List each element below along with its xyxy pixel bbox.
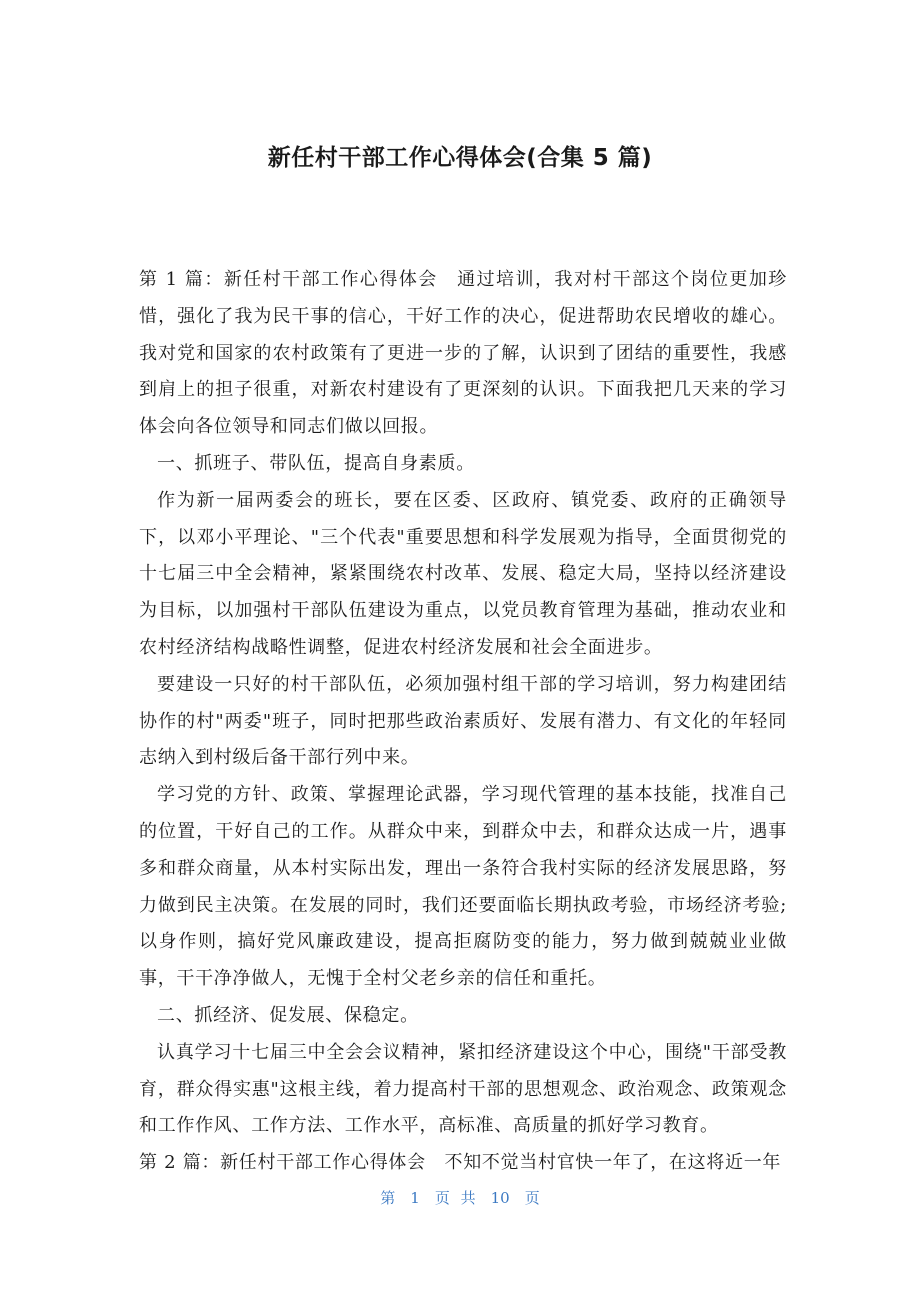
- paragraph: 作为新一届两委会的班长，要在区委、区政府、镇党委、政府的正确领导下，以邓小平理论、"三个代表"重要思想和科学发展观为指导，全面贯彻党的十七届三中全会精神，紧紧围绕农村改革、发展、稳定大局，坚持以经济建设为目标，以加强村干部队伍建设为重点，以党员教育管理为基础，推动农业和农村经济结构战略性调整，促进农村经济发展和社会全面进步。: [139, 489, 787, 658]
- paragraph: 要建设一只好的村干部队伍，必须加强村组干部的学习培训，努力构建团结协作的村"两委"班子，同时把那些政治素质好、发展有潜力、有文化的年轻同志纳入到村级后备干部行列中来。: [139, 673, 787, 769]
- section-heading-1: 一、抓班子、带队伍，提高自身素质。: [157, 452, 475, 474]
- document-body: [139, 262, 787, 1182]
- document-title: 新任村干部工作心得体会(合集 5 篇): [267, 145, 653, 171]
- paragraph: 认真学习十七届三中全会会议精神，紧扣经济建设这个中心，围绕"干部受教育，群众得实惠"这根主线，着力提高村干部的思想观念、政治观念、政策观念和工作作风、工作方法、工作水平，高标准、高质量的抓好学习教育。: [139, 1041, 787, 1137]
- section-heading-2: 二、抓经济、促发展、保稳定。: [157, 1004, 419, 1026]
- paragraph-article-2: 第 2 篇：新任村干部工作心得体会 不知不觉当村官快一年了，在这将近一年: [139, 1152, 782, 1174]
- paragraph-intro: 第 1 篇：新任村干部工作心得体会 通过培训，我对村干部这个岗位更加珍惜，强化了我为民干事的信心，干好工作的决心，促进帮助农民增收的雄心。我对党和国家的农村政策有了更进一步的了解，认识到了团结的重要性，我感到肩上的担子很重，对新农村建设有了更深刻的认识。下面我把几天来的学习体会向各位领导和同志们做以回报。: [139, 269, 787, 438]
- page-number: 第 1 页 共 10 页: [380, 1189, 540, 1207]
- paragraph: 学习党的方针、政策、掌握理论武器，学习现代管理的基本技能，找准自己的位置，干好自己的工作。从群众中来，到群众中去，和群众达成一片，遇事多和群众商量，从本村实际出发，理出一条符合我村实际的经济发展思路，努力做到民主决策。在发展的同时，我们还要面临长期执政考验，市场经济考验;以身作则，搞好党风廉政建设，提高拒腐防变的能力，努力做到兢兢业业做事，干干净净做人，无愧于全村父老乡亲的信任和重托。: [139, 784, 787, 990]
